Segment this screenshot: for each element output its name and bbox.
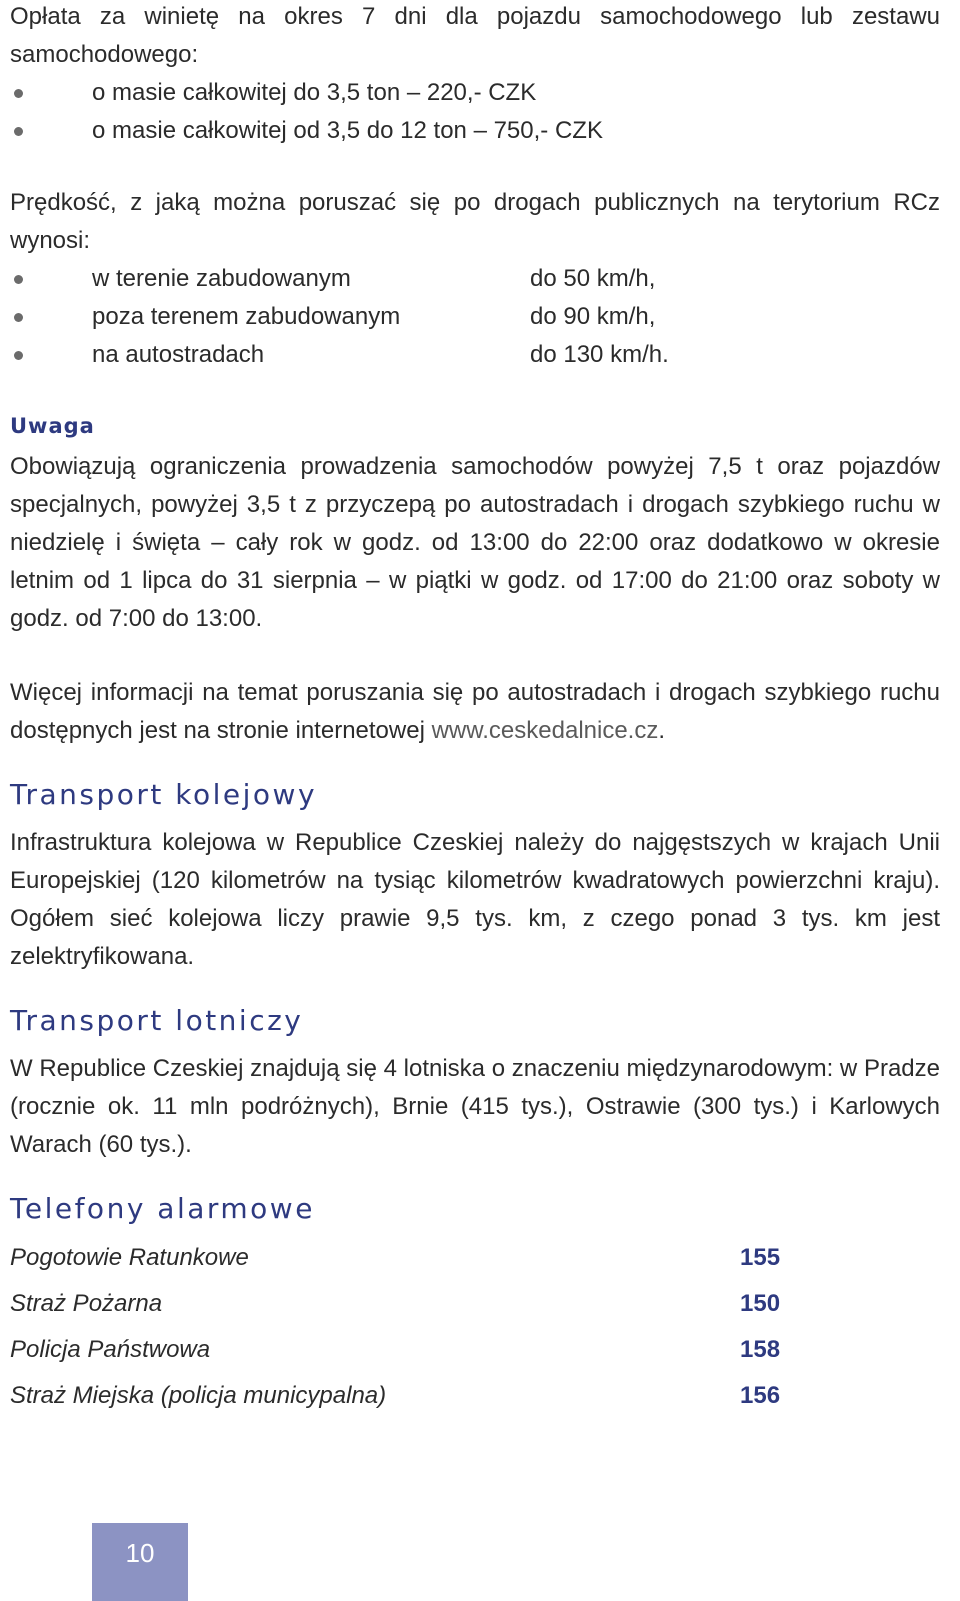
list-item: Pogotowie Ratunkowe 155 xyxy=(10,1235,940,1281)
notice-text: Obowiązują ograniczenia prowadzenia samochodów powyżej 7,5 t oraz pojazdów specjalnych, powyżej 3,5 t z przyczepą po autostradach i drogach szybkiego ruchu w niedzielę i święta – cały rok w godz. od 13:00 do 22:00 oraz dodatkowo w okresie letnim od 1 lipca do 31 sierpnia – w piątki w godz. od 17:00 do 21:00 oraz soboty w godz. od 7:00 do 13:00. xyxy=(10,453,940,632)
bullet-icon xyxy=(14,89,23,98)
emergency-heading: Telefony alarmowe xyxy=(10,1192,315,1225)
air-heading: Transport lotniczy xyxy=(10,1004,304,1037)
list-item: Straż Miejska (policja municypalna) 156 xyxy=(10,1373,940,1419)
vignette-section xyxy=(10,0,940,150)
more-info-text: Więcej informacji na temat poruszania się po autostradach i drogach szybkiego ruchu dostępnych jest na stronie internetowej www.ceskedalnice.cz. xyxy=(10,679,940,744)
bullet-icon xyxy=(14,351,23,360)
list-item: w terenie zabudowanym do 50 km/h, xyxy=(10,260,940,298)
bullet-icon xyxy=(14,275,23,284)
speed-intro: Prędkość, z jaką można poruszać się po drogach publicznych na terytorium RCz wynosi: xyxy=(10,189,940,254)
emergency-body xyxy=(10,1235,940,1419)
emergency-section xyxy=(10,1192,940,1225)
list-item: Policja Państwowa 158 xyxy=(10,1327,940,1373)
vignette-list xyxy=(10,74,940,150)
phone-number: 158 xyxy=(740,1336,781,1363)
vignette-intro: Opłata za winietę na okres 7 dni dla pojazdu samochodowego lub zestawu samochodowego: xyxy=(10,3,940,68)
list-item: o masie całkowitej od 3,5 do 12 ton – 750,- CZK xyxy=(10,112,940,150)
speed-section xyxy=(10,184,940,374)
list-item: o masie całkowitej do 3,5 ton – 220,- CZK xyxy=(10,74,940,112)
page-number: 10 xyxy=(92,1523,188,1601)
rail-body xyxy=(10,824,940,976)
list-item: Straż Pożarna 150 xyxy=(10,1281,940,1327)
bullet-icon xyxy=(14,127,23,136)
notice-body xyxy=(10,448,940,638)
emergency-list xyxy=(10,1235,940,1419)
air-section xyxy=(10,1004,940,1037)
bullet-icon xyxy=(14,313,23,322)
phone-number: 156 xyxy=(740,1382,781,1409)
list-item: poza terenem zabudowanym do 90 km/h, xyxy=(10,298,940,336)
rail-heading: Transport kolejowy xyxy=(10,778,318,811)
phone-number: 155 xyxy=(740,1244,781,1271)
notice-section xyxy=(10,414,940,438)
rail-section xyxy=(10,778,940,811)
rail-text: Infrastruktura kolejowa w Republice Czeskiej należy do najgęstszych w krajach Unii Europejskiej (120 kilometrów na tysiąc kilometrów kwadratowych powierzchni kraju). Ogółem sieć kolejowa liczy prawie 9,5 tys. km, z czego ponad 3 tys. km jest zelektryfikowana. xyxy=(10,829,940,970)
air-body xyxy=(10,1050,940,1164)
notice-heading: Uwaga xyxy=(10,414,95,438)
more-info-section xyxy=(10,674,940,750)
phone-number: 150 xyxy=(740,1290,781,1317)
website-link[interactable]: www.ceskedalnice.cz xyxy=(431,717,659,744)
list-item: na autostradach do 130 km/h. xyxy=(10,336,940,374)
air-text: W Republice Czeskiej znajdują się 4 lotniska o znaczeniu międzynarodowym: w Pradze (rocznie ok. 11 mln podróżnych), Brnie (415 tys.), Ostrawie (300 tys.) i Karlowych Warach (60 tys.). xyxy=(10,1055,940,1158)
speed-list xyxy=(10,260,940,374)
